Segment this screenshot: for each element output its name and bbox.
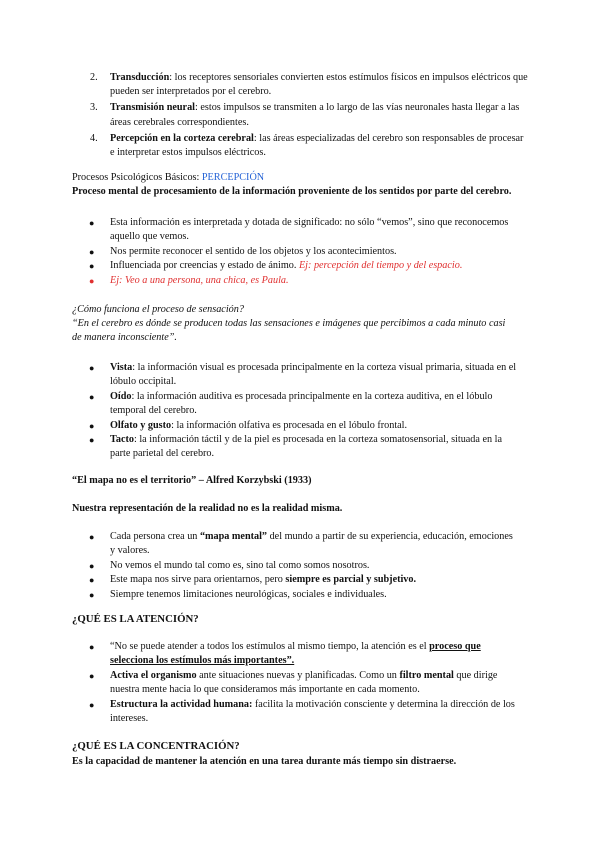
bullet-icon: ● (89, 575, 95, 586)
bullet-text: : la información olfativa es procesada en el lóbulo frontal. (171, 419, 408, 431)
bullet-icon: ● (89, 699, 95, 710)
bullet-emphasis: filtro mental (399, 669, 454, 681)
list-item (80, 698, 520, 727)
percepcion-label (72, 171, 532, 185)
bullet-text: : la información visual es procesada principalmente en la corteza visual primaria, situada en el lóbulo occipital. (110, 362, 517, 388)
bullet-text: Esta información es interpretada y dotada de significado: no sólo “vemos”, sino que reconocemos aquello que vemos. (110, 217, 509, 243)
list-item (80, 588, 520, 602)
bullet-title: Vista (110, 362, 133, 373)
step-title: Percepción en la corteza cerebral (110, 132, 254, 144)
bullet-title: Oído (110, 390, 132, 402)
bullet-icon: ● (89, 261, 95, 272)
concentracion-heading: ¿QUÉ ES LA CONCENTRACIÓN? (72, 740, 240, 752)
bullet-icon: ● (89, 246, 95, 257)
list-item (80, 274, 520, 288)
bullet-icon: ● (89, 435, 95, 446)
list-item (80, 390, 520, 419)
percepcion-label-text: Procesos Psicológicos Básicos: (72, 172, 202, 183)
mapa-bullets (80, 530, 520, 602)
step-title: Transducción (110, 72, 170, 83)
atencion-heading: ¿QUÉ ES LA ATENCIÓN? (72, 613, 199, 625)
bullet-text: Influenciada por creencias y estado de ánimo. (110, 260, 299, 272)
list-item (80, 361, 520, 390)
bullet-icon: ● (89, 275, 95, 286)
bullet-text: del mundo a partir de su experiencia, educación, emociones y valores. (110, 531, 513, 557)
bullet-title: Tacto (110, 434, 134, 446)
list-item (80, 559, 520, 573)
list-item (80, 433, 520, 462)
bullet-icon: ● (89, 589, 95, 600)
list-item (80, 573, 520, 587)
sensacion-question: ¿Cómo funciona el proceso de sensación? (72, 304, 244, 315)
bullet-text: que dirige nuestra mente hacia lo que consideramos más importante en cada momento. (110, 669, 498, 696)
step-item (78, 101, 528, 130)
sensacion-quote: “En el cerebro es dónde se producen todas las sensaciones e imágenes que percibimos a cada minuto casi de manera inconsciente”. (72, 318, 506, 344)
list-item (80, 640, 520, 669)
list-item (80, 259, 520, 273)
bullet-icon: ● (89, 670, 95, 681)
list-item (80, 245, 520, 259)
bullet-emphasis: Activa el organismo (110, 669, 197, 681)
step-number: 2. (90, 72, 98, 83)
bullet-text: Este mapa nos sirve para orientarnos, pero (110, 574, 286, 586)
list-item (80, 419, 520, 433)
step-text: : estos impulsos se transmiten a lo largo de las vías neuronales hasta llegar a las áreas cerebrales correspondientes. (110, 102, 520, 128)
bullet-text: : la información táctil y de la piel es procesada en la corteza somatosensorial, situada en la parte parietal del cerebro. (110, 434, 502, 460)
list-item (80, 669, 520, 698)
bullet-icon: ● (89, 642, 95, 652)
bullet-text: Siempre tenemos limitaciones neurológicas, sociales e individuales. (110, 588, 387, 600)
list-item (80, 216, 520, 245)
bullet-title: Olfato y gusto (110, 419, 172, 431)
bullet-emphasis: siempre es parcial y subjetivo. (285, 574, 417, 586)
percepcion-highlight: PERCEPCIÓN (201, 172, 265, 183)
concentracion-definition: Es la capacidad de mantener la atención en una tarea durante más tiempo sin distraerse. (72, 756, 457, 767)
step-item (78, 71, 528, 100)
mapa-subtitle: Nuestra representación de la realidad no es la realidad misma. (72, 503, 343, 514)
step-number: 3. (90, 102, 98, 114)
sensacion-bullets (80, 361, 520, 462)
bullet-icon: ● (89, 218, 95, 228)
bullet-text: ante situaciones nuevas y planificadas. Como un (196, 669, 400, 681)
bullet-text: No vemos el mundo tal como es, sino tal como somos nosotros. (110, 559, 370, 571)
atencion-bullets (80, 640, 520, 726)
bullet-text: Cada persona crea un (110, 531, 200, 542)
bullet-icon: ● (89, 560, 95, 571)
bullet-text: “No se puede atender a todos los estímulos al mismo tiempo, la atención es el (110, 641, 430, 652)
bullet-emphasis: “mapa mental” (199, 531, 268, 542)
mapa-title: “El mapa no es el territorio” – Alfred Korzybski (1933) (72, 475, 312, 486)
bullet-icon: ● (89, 420, 95, 431)
bullet-text: Nos permite reconocer el sentido de los objetos y los acontecimientos. (110, 245, 397, 257)
step-number: 4. (90, 132, 98, 144)
bullet-emphasis: proceso que selecciona los estímulos más importantes”. (110, 641, 481, 667)
example-text: Ej: Veo a una persona, una chica, es Paula. (110, 274, 289, 286)
bullet-icon: ● (89, 532, 95, 542)
bullet-emphasis: Estructura la actividad humana: (110, 698, 253, 710)
bullet-text: facilita la motivación consciente y determina la dirección de los intereses. (110, 698, 515, 725)
step-text: : las áreas especializadas del cerebro son responsables de procesar e interpretar estos impulsos eléctricos. (110, 132, 524, 159)
step-item (78, 132, 528, 161)
bullet-text: : la información auditiva es procesada principalmente en la corteza auditiva, en el lóbulo temporal del cerebro. (110, 390, 493, 417)
example-text: Ej: percepción del tiempo y del espacio. (298, 260, 463, 272)
percepcion-definition: Proceso mental de procesamiento de la información proveniente de los sentidos por parte del cerebro. (72, 186, 512, 197)
bullet-icon: ● (89, 363, 95, 373)
sensation-steps-list (78, 71, 528, 162)
step-text: : los receptores sensoriales convierten estos estímulos físicos en impulsos eléctricos que pueden ser interpretados por el cerebro. (110, 72, 528, 98)
list-item (80, 530, 520, 559)
bullet-icon: ● (89, 391, 95, 402)
percepcion-bullets (80, 216, 520, 288)
step-title: Transmisión neural (110, 102, 196, 114)
